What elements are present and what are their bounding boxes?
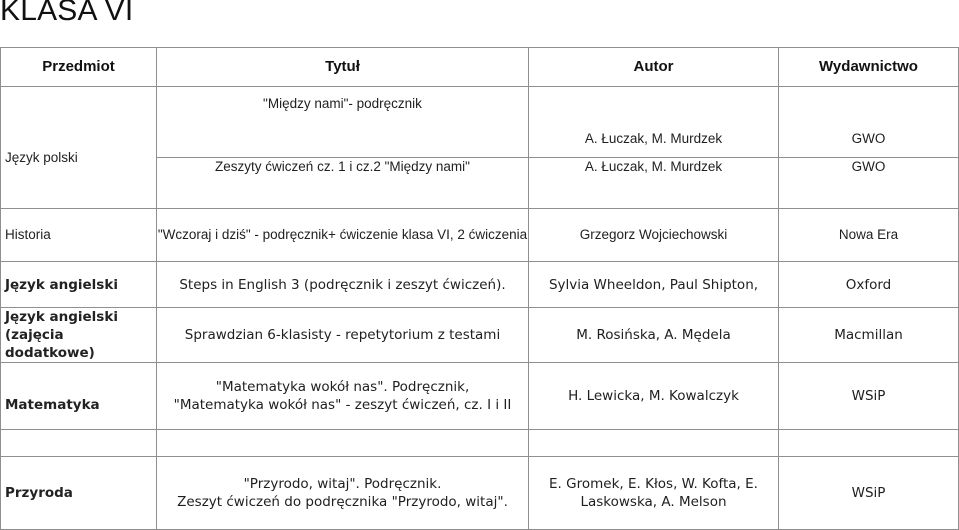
publisher-cell: GWO xyxy=(779,87,959,158)
title-cell: Zeszyty ćwiczeń cz. 1 i cz.2 "Między nami" xyxy=(157,158,529,209)
author-cell: M. Rosińska, A. Mędela xyxy=(529,308,779,363)
table-row xyxy=(1,87,959,158)
publisher-cell: GWO xyxy=(779,158,959,209)
author-cell: Grzegorz Wojciechowski xyxy=(529,209,779,262)
header-author: Autor xyxy=(529,48,779,87)
header-subject: Przedmiot xyxy=(1,48,157,87)
publisher-cell: Nowa Era xyxy=(779,209,959,262)
empty-cell xyxy=(1,430,157,457)
title-cell xyxy=(157,457,529,530)
title-cell: Steps in English 3 (podręcznik i zeszyt ćwiczeń). xyxy=(157,262,529,308)
author-cell xyxy=(529,457,779,530)
subject-cell: Język angielski xyxy=(1,262,157,308)
header-title: Tytuł xyxy=(157,48,529,87)
publisher-cell: Oxford xyxy=(779,262,959,308)
author-line: Laskowska, A. Melson xyxy=(580,494,727,510)
header-publisher: Wydawnictwo xyxy=(779,48,959,87)
title-cell: "Wczoraj i dziś" - podręcznik+ ćwiczenie klasa VI, 2 ćwiczenia xyxy=(157,209,529,262)
publisher-cell: Macmillan xyxy=(779,308,959,363)
title-line: "Matematyka wokół nas" - zeszyt ćwiczeń, cz. I i II xyxy=(173,397,512,413)
table-row xyxy=(1,363,959,430)
subject-cell: Matematyka xyxy=(1,363,157,430)
subject-line: (zajęcia dodatkowe) xyxy=(5,327,95,361)
textbook-table xyxy=(0,47,959,530)
title-line: "Matematyka wokół nas". Podręcznik, xyxy=(215,379,470,395)
subject-line: Język angielski xyxy=(5,309,118,325)
title-cell: "Między nami"- podręcznik xyxy=(157,87,529,158)
header-row xyxy=(1,48,959,87)
table-row xyxy=(1,209,959,262)
author-line: E. Gromek, E. Kłos, W. Kofta, E. xyxy=(549,476,758,492)
empty-row xyxy=(1,430,959,457)
table-row xyxy=(1,308,959,363)
publisher-cell: WSiP xyxy=(779,457,959,530)
author-cell: A. Łuczak, M. Murdzek xyxy=(529,158,779,209)
publisher-cell: WSiP xyxy=(779,363,959,430)
empty-cell xyxy=(157,430,529,457)
empty-cell xyxy=(529,430,779,457)
table-row xyxy=(1,457,959,530)
empty-cell xyxy=(779,430,959,457)
title-cell xyxy=(157,363,529,430)
page-title: KLASA VI xyxy=(0,0,134,27)
title-cell: Sprawdzian 6-klasisty - repetytorium z testami xyxy=(157,308,529,363)
subject-cell: Historia xyxy=(1,209,157,262)
subject-cell xyxy=(1,308,157,363)
subject-cell: Język polski xyxy=(1,87,157,209)
author-cell: A. Łuczak, M. Murdzek xyxy=(529,87,779,158)
author-cell: H. Lewicka, M. Kowalczyk xyxy=(529,363,779,430)
subject-cell: Przyroda xyxy=(1,457,157,530)
author-cell: Sylvia Wheeldon, Paul Shipton, xyxy=(529,262,779,308)
title-line: Zeszyt ćwiczeń do podręcznika "Przyrodo, witaj". xyxy=(177,494,508,510)
title-line: "Przyrodo, witaj". Podręcznik. xyxy=(243,476,442,492)
table-row xyxy=(1,262,959,308)
